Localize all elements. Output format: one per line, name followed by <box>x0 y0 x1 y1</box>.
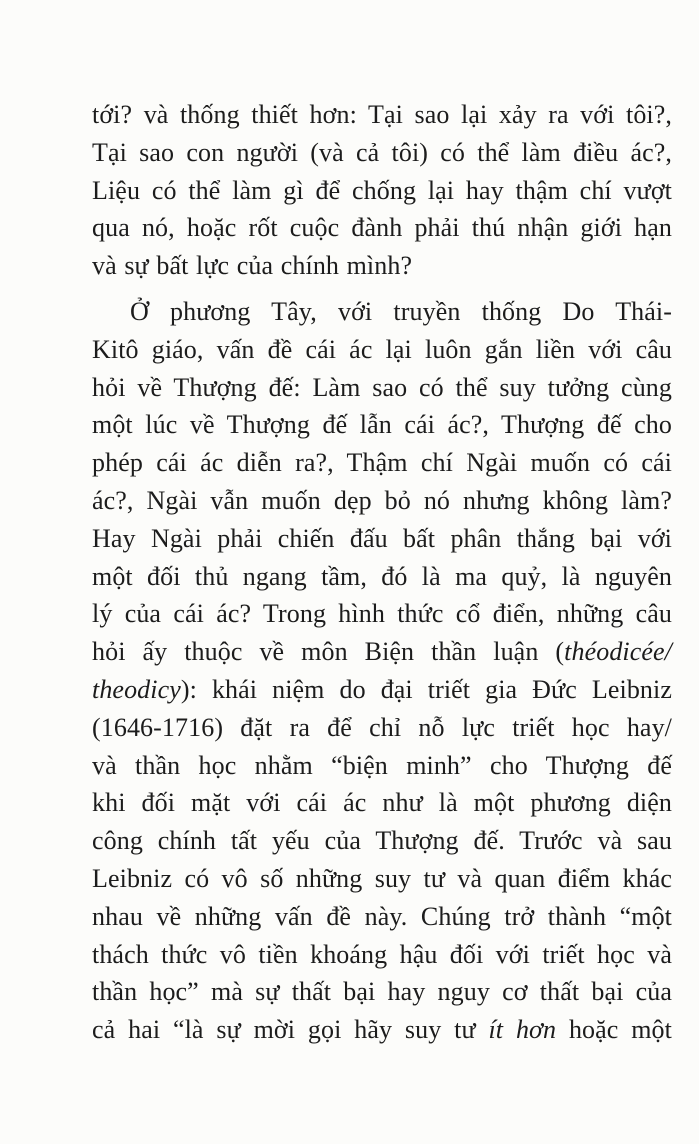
paragraph-gap <box>92 285 672 293</box>
text-segment: ): khái niệm do đại triết gia Đức Leibniz <box>180 674 672 704</box>
text-line: Hay Ngài phải chiến đấu bất phân thắng bại với <box>92 523 672 553</box>
text-line: tới? và thống thiết hơn: Tại sao lại xảy ra với tôi?, <box>92 100 672 129</box>
text-line: hỏi về Thượng đế: Làm sao có thể suy tưởng cùng <box>92 372 672 402</box>
text-line: nhau về những vấn đề này. Chúng trở thành “một <box>92 901 672 931</box>
text-line: thách thức vô tiền khoáng hậu đối với triết học và <box>92 939 672 969</box>
text-line: lý của cái ác? Trong hình thức cổ điển, những câu <box>92 599 672 629</box>
text-line: ác?, Ngài vẫn muốn dẹp bỏ nó nhưng không làm? <box>92 485 672 515</box>
text-line: phép cái ác diễn ra?, Thậm chí Ngài muốn có cái <box>92 448 672 478</box>
text-line: khi đối mặt với cái ác như là một phương diện <box>92 788 672 818</box>
text-line: thần học” mà sự thất bại hay nguy cơ thất bại của <box>92 977 672 1007</box>
text-segment: hỏi ấy thuộc về môn Biện thần luận ( <box>92 637 565 667</box>
text-line: qua nó, hoặc rốt cuộc đành phải thú nhận giới hạn <box>92 213 672 243</box>
text-line: một lúc về Thượng đế lẫn cái ác?, Thượng đế cho <box>92 410 672 440</box>
text-line: Ở phương Tây, với truyền thống Do Thái- <box>130 296 672 326</box>
text-line: một đối thủ ngang tầm, đó là ma quỷ, là nguyên <box>92 561 672 591</box>
text-line: (1646-1716) đặt ra để chỉ nỗ lực triết học hay/ <box>92 712 672 742</box>
text-line: Tại sao con người (và cả tôi) có thể làm điều ác?, <box>92 137 672 167</box>
text-line: và sự bất lực của chính mình? <box>92 251 413 281</box>
text-line <box>92 1011 672 1049</box>
italic-term: théodicée/ <box>564 637 672 667</box>
italic-term: ít hơn <box>488 1015 557 1045</box>
paragraph-2 <box>92 293 672 1049</box>
text-line: Leibniz có vô số những suy tư và quan điểm khác <box>92 863 672 893</box>
text-line: công chính tất yếu của Thượng đế. Trước và sau <box>92 826 672 856</box>
text-line <box>92 671 672 709</box>
text-line: Kitô giáo, vấn đề cái ác lại luôn gắn liền với câu <box>92 334 672 364</box>
text-segment: cả hai “là sự mời gọi hãy suy tư <box>92 1015 489 1045</box>
italic-term: theodicy <box>92 674 181 704</box>
body-text <box>92 96 672 1049</box>
text-segment: hoặc một <box>556 1015 672 1045</box>
text-line: Liệu có thể làm gì để chống lại hay thậm chí vượt <box>92 175 672 205</box>
text-line <box>92 633 672 671</box>
text-line: và thần học nhằm “biện minh” cho Thượng đế <box>92 750 672 780</box>
paragraph-1 <box>92 96 672 285</box>
